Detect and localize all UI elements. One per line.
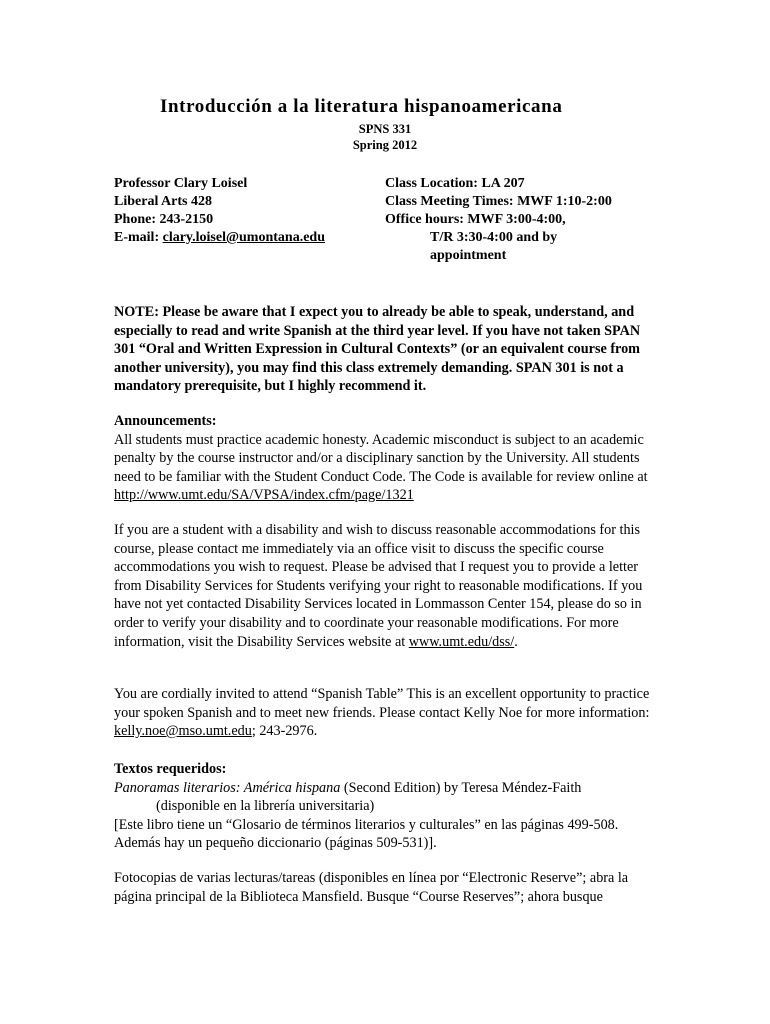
photocopies-paragraph: Fotocopias de varias lecturas/tareas (disponibles en línea por “Electronic Reserve”; abra la página principal de la Biblioteca Mansfield. Busque “Course Reserves”; ahora busque [114, 870, 629, 905]
kelly-email-link[interactable]: kelly.noe@mso.umt.edu [114, 723, 252, 740]
photocopies-section [114, 869, 662, 906]
disability-paragraph [114, 521, 662, 651]
book-availability: (disponible en la librería universitaria) [156, 798, 375, 815]
disability-section [114, 521, 662, 651]
class-meeting-times: Class Meeting Times: MWF 1:10-2:00 [385, 194, 612, 209]
spanish-table-section [114, 685, 662, 741]
office-hours-tr: T/R 3:30-4:00 and by [430, 230, 558, 245]
conduct-code-link[interactable]: http://www.umt.edu/SA/VPSA/index.cfm/page/1321 [114, 487, 414, 504]
honesty-paragraph [114, 431, 662, 505]
disability-text: If you are a student with a disability and wish to discuss reasonable accommodations for this course, please contact me immediately via an office visit to discuss the specific course accommodations you wish to request. Please be advised that I request you to provide a letter from Disability Services for Students verifying your right to reasonable modifications. If you have not yet contacted Disability Services located in Lommasson Center 154, please do so in order to verify your disability and to coordinate your reasonable modifications. For more information, visit the Disability Services website at [114, 522, 643, 650]
email-line [114, 229, 325, 247]
office-location: Liberal Arts 428 [114, 194, 212, 209]
dss-link[interactable]: www.umt.edu/dss/ [408, 633, 515, 650]
course-code: SPNS 331 [358, 122, 412, 136]
class-location: Class Location: LA 207 [385, 176, 525, 191]
email-link[interactable]: clary.loisel@umontana.edu [162, 230, 325, 245]
note-paragraph: NOTE: Please be aware that I expect you to already be able to speak, understand, and especially to read and write Spanish at the third year level. If you have not taken SPAN 301 “Oral and Written Expression in Cultural Contexts” (or an equivalent course from another university), you may find this class extremely demanding. SPAN 301 is not a mandatory prerequisite, but I highly recommend it. [114, 304, 641, 395]
office-hours: Office hours: MWF 3:00-4:00, [385, 212, 566, 227]
disability-end: . [514, 633, 518, 650]
note-section [114, 303, 662, 396]
spanish-table-text: You are cordially invited to attend “Spanish Table” This is an excellent opportunity to practice your spoken Spanish and to meet new friends. Please contact Kelly Noe for more information: [114, 686, 650, 721]
office-hours-appointment: appointment [430, 248, 507, 263]
spanish-table-end: ; 243-2976. [251, 723, 318, 740]
announcements-section [114, 412, 662, 505]
phone: Phone: 243-2150 [114, 212, 214, 227]
textos-section [114, 760, 662, 853]
book-title: Panoramas literarios: América hispana [114, 779, 341, 796]
professor-name: Professor Clary Loisel [114, 176, 248, 191]
book-line [114, 779, 662, 798]
textos-heading: Textos requeridos: [114, 761, 227, 777]
page-title: Introducción a la literatura hispanoamericana [160, 96, 563, 117]
email-label: E-mail: [114, 230, 163, 245]
glossary-note: [Este libro tiene un “Glosario de términos literarios y culturales” en las páginas 499-508. Además hay un pequeño diccionario (páginas 509-531)]. [114, 816, 619, 852]
book-edition: (Second Edition) by Teresa Méndez-Faith [340, 779, 582, 796]
contact-block [114, 175, 325, 247]
announcements-heading: Announcements: [114, 413, 217, 429]
honesty-text: All students must practice academic honesty. Academic misconduct is subject to an academic penalty by the course instructor and/or a disciplinary sanction by the University. All students need to be familiar with the Student Conduct Code. The Code is available for review online at [114, 431, 648, 485]
term: Spring 2012 [352, 138, 418, 152]
class-info-block [385, 175, 612, 265]
spanish-table-paragraph [114, 685, 662, 741]
